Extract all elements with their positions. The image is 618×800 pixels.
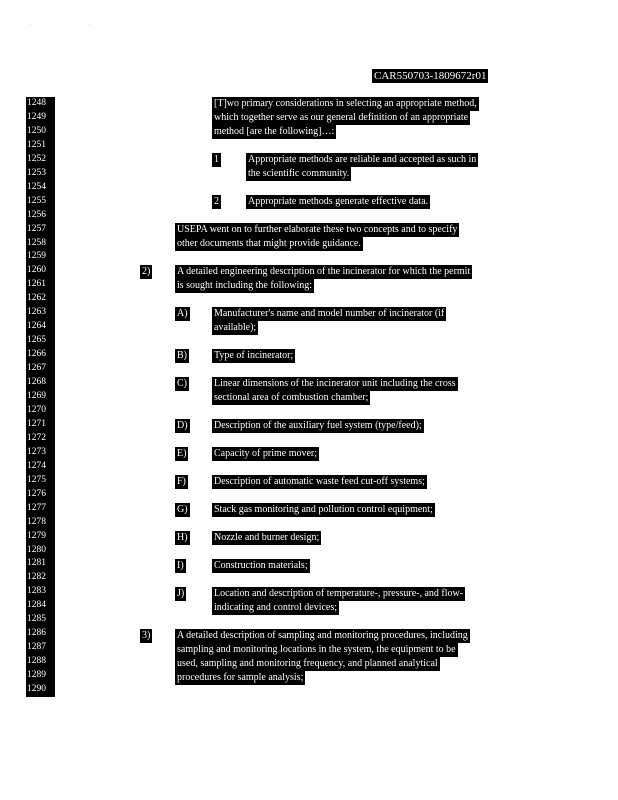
subitem-marker: A) [177, 308, 188, 319]
line-number: 1265 [26, 334, 55, 348]
line-number: 1251 [26, 139, 55, 153]
line-numbers [26, 97, 54, 697]
item-line: sampling and monitoring locations in the system, the equipment to be [177, 644, 456, 655]
line-number: 1254 [26, 181, 55, 195]
line-number: 1285 [26, 613, 55, 627]
quote-line: which together serve as our general definition of an appropriate [214, 112, 469, 123]
subitem-c [212, 377, 458, 405]
quote-block [212, 97, 479, 139]
line-number: 1283 [26, 585, 55, 599]
line-number: 1282 [26, 571, 55, 585]
line-number: 1284 [26, 599, 55, 613]
line-number: 1288 [26, 655, 55, 669]
line-number: 1277 [26, 502, 55, 516]
usepa-paragraph [175, 223, 459, 251]
subitem-marker: H) [177, 532, 188, 543]
quote-item [246, 153, 478, 181]
line-number: 1255 [26, 195, 55, 209]
subitem-line: Description of the auxiliary fuel system (type/feed); [214, 420, 422, 431]
subitem-h [212, 531, 321, 545]
subitem-a [212, 307, 446, 335]
subitem-line: Capacity of prime mover; [214, 448, 318, 459]
item-line: A detailed description of sampling and monitoring procedures, including [177, 630, 468, 641]
subitem-j [212, 587, 465, 615]
item-marker: 3) [142, 630, 151, 641]
line-number: 1264 [26, 320, 55, 334]
line-number: 1267 [26, 362, 55, 376]
line-number: 1273 [26, 446, 55, 460]
subitem-line: Type of incinerator; [214, 350, 294, 361]
subitem-d [212, 419, 424, 433]
subitem-line: Location and description of temperature-, pressure-, and flow- [214, 588, 464, 599]
line-number: 1252 [26, 153, 55, 167]
item-marker: 2) [142, 266, 151, 277]
subitem-marker: G) [177, 504, 188, 515]
subitem-marker: B) [177, 350, 187, 361]
line-number: 1249 [26, 111, 55, 125]
scan-marks: ' ' [30, 24, 119, 30]
line-number: 1270 [26, 404, 55, 418]
subitem-b [212, 349, 295, 363]
line-number: 1266 [26, 348, 55, 362]
quote-item-marker: 2 [214, 196, 219, 207]
subitem-line: Stack gas monitoring and pollution control equipment; [214, 504, 433, 515]
line-number: 1269 [26, 390, 55, 404]
line-number: 1278 [26, 516, 55, 530]
line-number: 1262 [26, 292, 55, 306]
line-number: 1280 [26, 544, 55, 558]
line-number: 1281 [26, 557, 55, 571]
subitem-i [212, 559, 310, 573]
subitem-line: Manufacturer's name and model number of incinerator (if [214, 308, 445, 319]
line-number: 1256 [26, 209, 55, 223]
line-number: 1261 [26, 278, 55, 292]
paragraph-line: other documents that might provide guidance. [177, 238, 361, 249]
line-number: 1260 [26, 264, 55, 278]
subitem-e [212, 447, 319, 461]
line-number: 1289 [26, 669, 55, 683]
document-id: CAR550703-1809672r01 [374, 70, 487, 82]
subitem-line: available); [214, 322, 257, 333]
subitem-line: Construction materials; [214, 560, 308, 571]
subitem-line: Linear dimensions of the incinerator unit including the cross [214, 378, 456, 389]
quote-item-line: Appropriate methods are reliable and accepted as such in [248, 154, 477, 165]
quote-item-line: Appropriate methods generate effective data. [248, 196, 429, 207]
quote-line: method [are the following]…: [214, 126, 335, 137]
item-line: procedures for sample analysis; [177, 672, 304, 683]
item-line: used, sampling and monitoring frequency, and planned analytical [177, 658, 438, 669]
item-3 [175, 629, 470, 685]
line-number: 1287 [26, 641, 55, 655]
subitem-line: Nozzle and burner design; [214, 532, 320, 543]
line-number: 1263 [26, 306, 55, 320]
subitem-marker: J) [177, 588, 185, 599]
line-number: 1271 [26, 418, 55, 432]
line-number: 1276 [26, 488, 55, 502]
line-number: 1257 [26, 223, 55, 237]
subitem-marker: E) [177, 448, 187, 459]
subitem-marker: D) [177, 420, 188, 431]
subitem-line: sectional area of combustion chamber; [214, 392, 369, 403]
subitem-f [212, 475, 427, 489]
item-line: is sought including the following: [177, 280, 312, 291]
line-number: 1248 [26, 97, 55, 111]
line-number: 1290 [26, 683, 55, 697]
subitem-g [212, 503, 435, 517]
line-number: 1286 [26, 627, 55, 641]
line-number: 1274 [26, 460, 55, 474]
paragraph-line: USEPA went on to further elaborate these two concepts and to specify [177, 224, 458, 235]
line-number: 1250 [26, 125, 55, 139]
item-2 [175, 265, 472, 293]
quote-item-marker: 1 [214, 154, 219, 165]
quote-line: [T]wo primary considerations in selecting an appropriate method, [214, 98, 477, 109]
quote-item [246, 195, 430, 209]
subitem-marker: I) [177, 560, 184, 571]
line-number: 1272 [26, 432, 55, 446]
subitem-line: indicating and control devices; [214, 602, 338, 613]
quote-item-line: the scientific community. [248, 168, 350, 179]
item-line: A detailed engineering description of the incinerator for which the permit [177, 266, 471, 277]
line-number: 1268 [26, 376, 55, 390]
line-number: 1275 [26, 474, 55, 488]
subitem-marker: F) [177, 476, 186, 487]
line-number: 1258 [26, 237, 55, 251]
line-number: 1259 [26, 250, 55, 264]
subitem-line: Description of automatic waste feed cut-off systems; [214, 476, 425, 487]
line-number: 1253 [26, 167, 55, 181]
line-number: 1279 [26, 530, 55, 544]
subitem-marker: C) [177, 378, 187, 389]
